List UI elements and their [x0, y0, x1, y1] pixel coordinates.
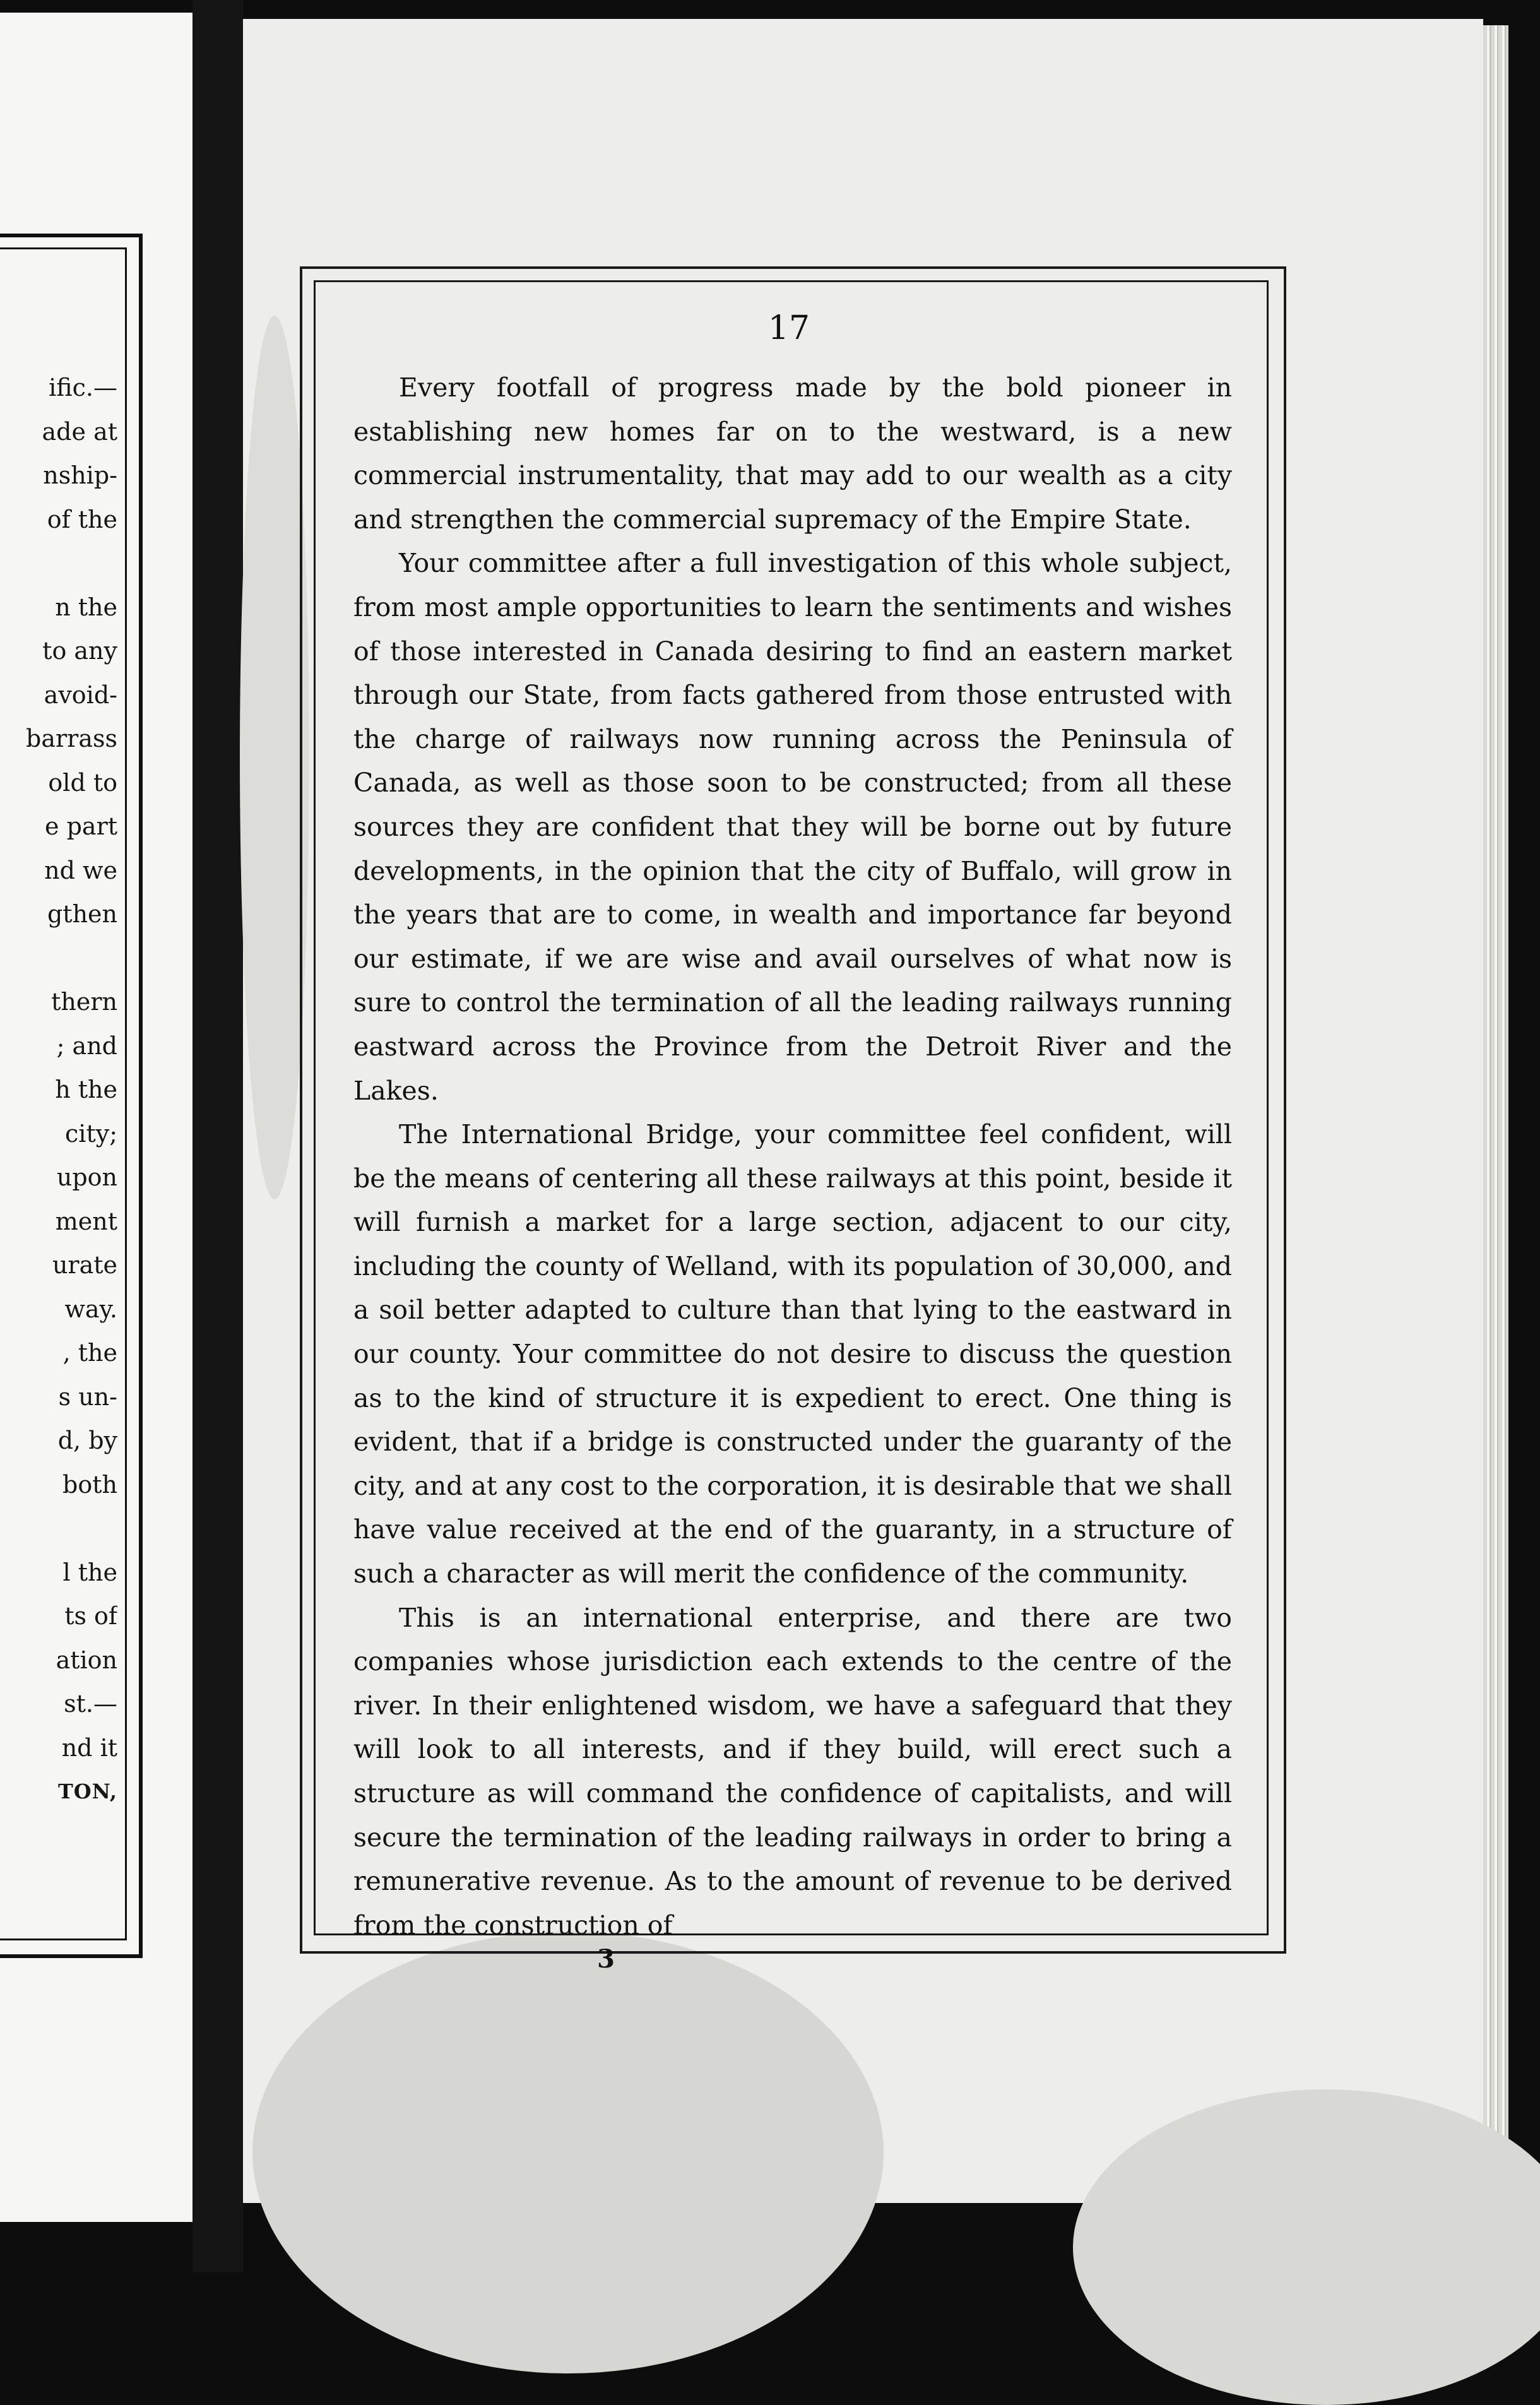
left-page-line: ific.—: [49, 374, 117, 401]
left-page-line: e part: [45, 812, 117, 840]
page-edge: [1483, 25, 1508, 2203]
left-page-text: [0, 366, 117, 1814]
left-page-line: way.: [64, 1295, 117, 1323]
left-page-line: s un-: [58, 1382, 117, 1411]
left-page-line: nd it: [61, 1733, 117, 1762]
water-stain: [240, 316, 309, 1199]
left-page-line: ts of: [64, 1602, 117, 1630]
left-page-line: to any: [42, 637, 117, 665]
left-page-line: upon: [56, 1163, 117, 1191]
left-page-line: l the: [62, 1558, 117, 1586]
left-page-line: ; and: [56, 1031, 117, 1060]
water-stain: [252, 1932, 884, 2373]
left-page-line: old to: [48, 768, 117, 797]
left-page-line: [0, 1507, 117, 1551]
left-page-line: thern: [51, 988, 117, 1016]
page-number: 17: [767, 309, 810, 347]
left-page-line: ade at: [42, 417, 117, 446]
paragraph-4: This is an international enterprise, and there are two companies whose jurisdiction each extends to the centre of the river. In their enlightened wisdom, we have a safeguard that they will look to all interests, and if they build, will erect such a structure as will command the confidence of capitalists, and will secure the termination of the leading railways in order to bring a remunerative revenue. As to the amount of revenue to be derived from the construction of: [353, 1602, 1232, 1940]
left-page-line: , the: [62, 1339, 117, 1367]
left-page-line: nship-: [43, 461, 117, 489]
left-page-line: ation: [56, 1646, 117, 1674]
body-text: [353, 366, 1232, 1947]
paragraph-2: Your committee after a full investigation of this whole subject, from most ample opportunities to learn the sentiments and wishes of those interested in Canada desiring to find an eastern market through our State, from facts gathered from those entrusted with the charge of railways now running across the Peninsula of Canada, as well as those soon to be constructed; from all these sources they are confident that they will be borne out by future developments, in the opinion that the city of Buffalo, will grow in the years that are to come, in wealth and importance far beyond our estimate, if we are wise and avail ourselves of what now is sure to control the termination of all the leading railways running eastward across the Province from the Detroit River and the Lakes.: [353, 548, 1232, 1106]
left-page-line: ment: [55, 1207, 117, 1235]
left-page-line: d, by: [57, 1427, 117, 1454]
paragraph-1: Every footfall of progress made by the bold pioneer in establishing new homes far on to the westward, is a new commercial instrumentality, that may add to our wealth as a city and strengthen the commercial supremacy of the Empire State.: [353, 372, 1232, 535]
left-page-line: st.—: [64, 1690, 117, 1718]
left-page-line: nd we: [44, 856, 117, 884]
left-page-line: n the: [55, 593, 117, 621]
left-facing-page: [0, 13, 194, 2222]
left-page-line: [0, 542, 117, 586]
left-page-line: [0, 937, 117, 981]
left-page-line: h the: [55, 1076, 117, 1103]
left-page-line: urate: [52, 1251, 117, 1279]
left-page-line: avoid-: [44, 680, 117, 709]
paragraph-3: The International Bridge, your committee feel confident, will be the means of centering all these railways at this point, beside it will furnish a market for a large section, adjacent to our city, including the county of Welland, with its population of 30,000, and a soil better adapted to culture than that lying to the eastward in our county. Your committee do not desire to discuss the question as to the kind of structure it is expedient to erect. One thing is evident, that if a bridge is constructed under the guaranty of the city, and at any cost to the corporation, it is desirable that we shall have value received at the end of the guaranty, in a structure of such a character as will merit the confidence of the community.: [353, 1119, 1232, 1589]
signature-mark: 3: [597, 1944, 615, 1974]
left-page-line: gthen: [47, 900, 117, 928]
left-page-line: city;: [65, 1119, 117, 1148]
left-page-line: barrass: [26, 725, 117, 752]
left-page-line: TON,: [57, 1779, 117, 1803]
book-gutter: [192, 0, 243, 2272]
left-page-line: both: [62, 1470, 117, 1499]
left-page-line: of the: [47, 505, 117, 533]
